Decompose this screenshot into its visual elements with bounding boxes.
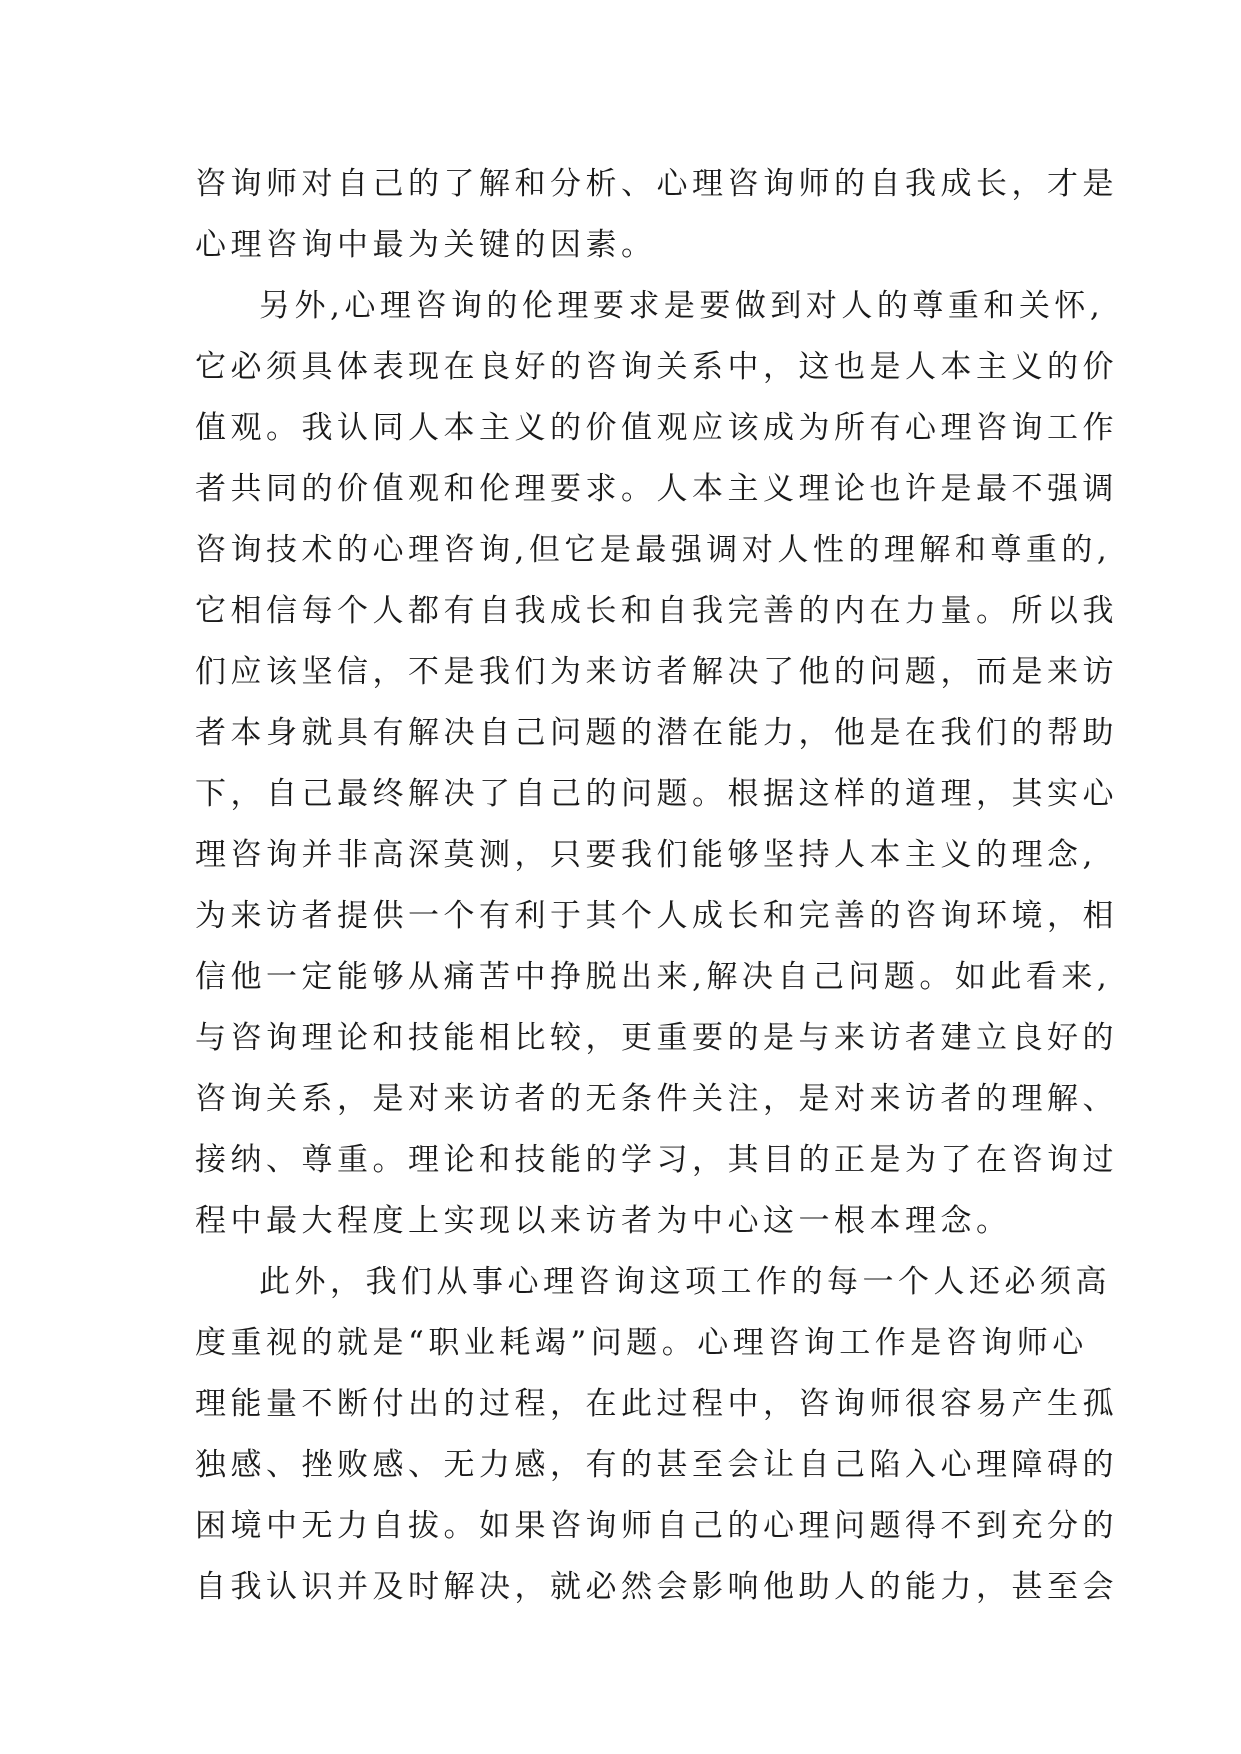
- text-line: 与咨询理论和技能相比较，更重要的是与来访者建立良好的: [195, 1020, 1118, 1056]
- paragraph-start-line: 此外，我们从事心理咨询这项工作的每一个人还必须高: [259, 1264, 1111, 1300]
- text-line: 理咨询并非高深莫测，只要我们能够坚持人本主义的理念,: [195, 837, 1097, 873]
- text-line: 程中最大程度上实现以来访者为中心这一根本理念。: [195, 1203, 1012, 1239]
- text-line: 心理咨询中最为关键的因素。: [195, 227, 657, 263]
- text-line: 理能量不断付出的过程，在此过程中，咨询师很容易产生孤: [195, 1386, 1118, 1422]
- body-text: [195, 154, 1118, 1618]
- text-line: 咨询师对自己的了解和分析、心理咨询师的自我成长，才是: [195, 166, 1118, 202]
- text-line: 下，自己最终解决了自己的问题。根据这样的道理，其实心: [195, 776, 1118, 812]
- text-line: 困境中无力自拔。如果咨询师自己的心理问题得不到充分的: [195, 1508, 1118, 1544]
- text-line: 们应该坚信，不是我们为来访者解决了他的问题，而是来访: [195, 654, 1118, 690]
- text-line: 信他一定能够从痛苦中挣脱出来,解决自己问题。如此看来,: [195, 959, 1112, 995]
- text-line: 它必须具体表现在良好的咨询关系中，这也是人本主义的价: [195, 349, 1118, 385]
- text-line: 接纳、尊重。理论和技能的学习，其目的正是为了在咨询过: [195, 1142, 1118, 1178]
- text-line: 咨询技术的心理咨询,但它是最强调对人性的理解和尊重的,: [195, 532, 1112, 568]
- text-line: 为来访者提供一个有利于其个人成长和完善的咨询环境，相: [195, 898, 1118, 934]
- text-line: 值观。我认同人本主义的价值观应该成为所有心理咨询工作: [195, 410, 1118, 446]
- paragraph-start-line: 另外,心理咨询的伦理要求是要做到对人的尊重和关怀,: [259, 288, 1105, 324]
- text-line: 度重视的就是“职业耗竭”问题。心理咨询工作是咨询师心: [195, 1325, 1088, 1361]
- text-line: 自我认识并及时解决，就必然会影响他助人的能力，甚至会: [195, 1569, 1118, 1605]
- text-line: 独感、挫败感、无力感，有的甚至会让自己陷入心理障碍的: [195, 1447, 1118, 1483]
- text-line: 咨询关系，是对来访者的无条件关注，是对来访者的理解、: [195, 1081, 1118, 1117]
- text-line: 它相信每个人都有自我成长和自我完善的内在力量。所以我: [195, 593, 1118, 629]
- text-line: 者共同的价值观和伦理要求。人本主义理论也许是最不强调: [195, 471, 1118, 507]
- text-line: 者本身就具有解决自己问题的潜在能力，他是在我们的帮助: [195, 715, 1118, 751]
